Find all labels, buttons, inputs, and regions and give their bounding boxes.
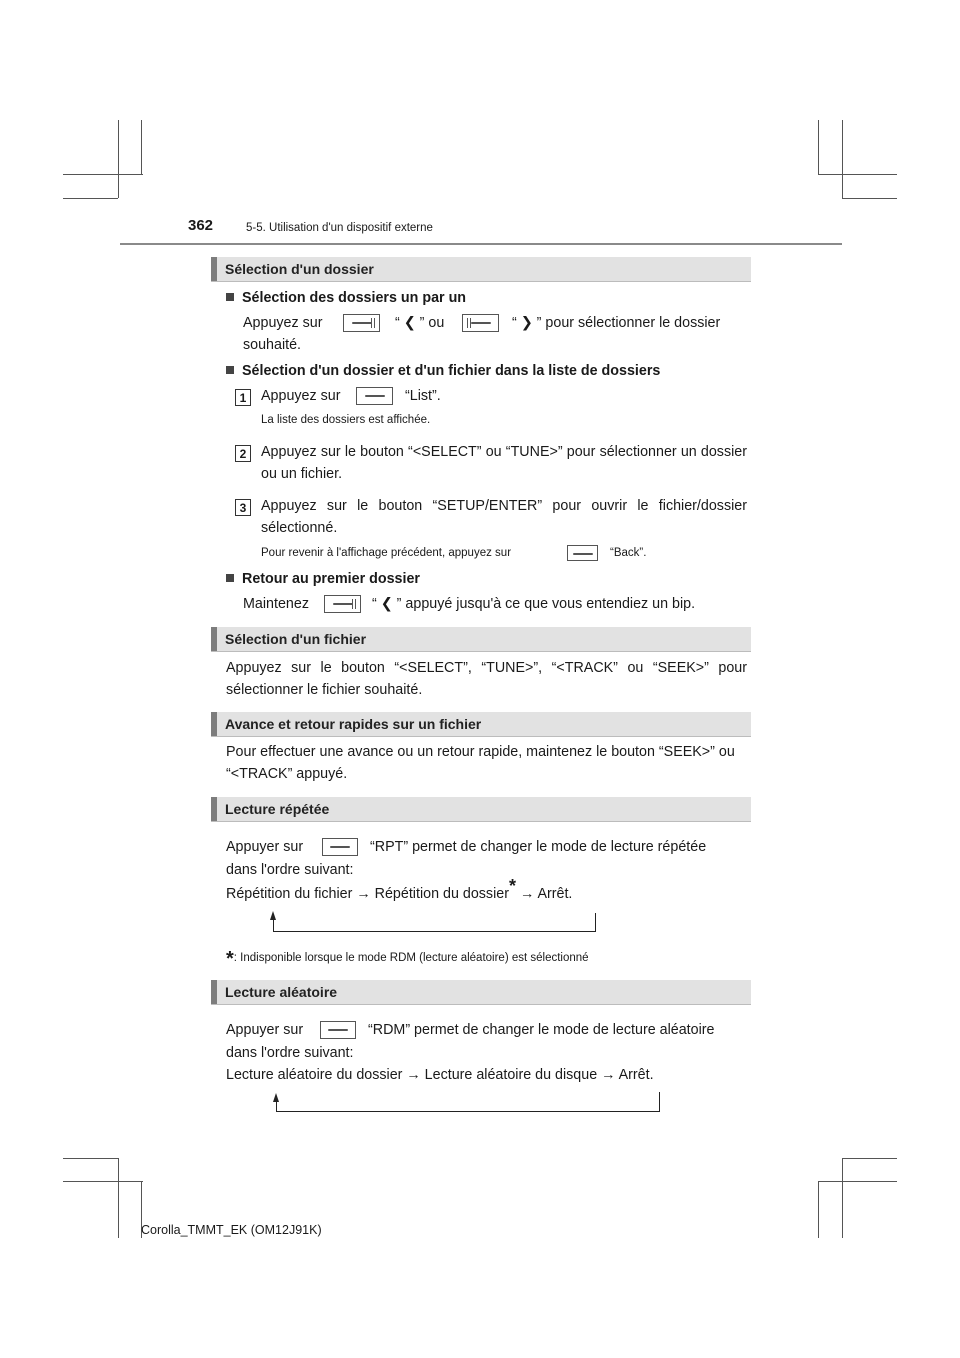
section-title: Lecture répétée — [225, 801, 330, 817]
arrow-icon: → — [356, 886, 371, 902]
repeat-sequence — [226, 876, 573, 905]
body-text: “RDM” permet de changer le mode de lecture aléatoire — [368, 1022, 715, 1038]
body-text: “RPT” permet de changer le mode de lecture répétée — [370, 839, 707, 855]
crop-mark — [818, 1181, 897, 1182]
crop-mark — [63, 1158, 118, 1159]
subheading-text: Retour au premier dossier — [242, 571, 420, 587]
section-heading-file — [211, 627, 751, 652]
crop-mark — [63, 198, 118, 199]
bullet-square-icon — [226, 366, 234, 374]
instruction-text: Appuyez sur — [243, 315, 323, 331]
footnote-text: : Indisponible lorsque le mode RDM (lecture aléatoire) est sélectionné — [233, 952, 589, 964]
body-text: Pour effectuer une avance ou un retour rapide, maintenez le bouton “SEEK>” ou “<TRACK” appuyé. — [226, 744, 735, 782]
footnote — [226, 948, 589, 971]
document-code: Corolla_TMMT_EK (OM12J91K) — [141, 1223, 322, 1237]
rpt-button-icon — [322, 838, 358, 856]
sequence-item: Répétition du dossier — [374, 886, 509, 902]
subheading-one-by-one — [226, 287, 466, 309]
subheading-text: Sélection d'un dossier et d'un fichier dans la liste de dossiers — [242, 363, 661, 379]
subheading-folder-list — [226, 360, 660, 382]
body-text: dans l'ordre suivant: — [226, 862, 354, 878]
crop-mark — [818, 1181, 819, 1238]
instruction-text: “ ❮ ” ou — [395, 315, 445, 331]
seek-up-button-icon — [343, 314, 380, 332]
body-text: Appuyez sur le bouton “<SELECT”, “TUNE>”, “<TRACK” ou “SEEK>” pour sélectionner le fichier souhaité. — [226, 660, 747, 698]
section-title: Lecture aléatoire — [225, 984, 338, 1000]
body-text: Appuyer sur — [226, 839, 304, 855]
back-button-icon — [567, 545, 598, 561]
section-title: Sélection d'un fichier — [225, 631, 367, 647]
instruction-text: “ ❮ ” appuyé jusqu'à ce que vous entendiez un bip. — [372, 596, 696, 612]
body-text: dans l'ordre suivant: — [226, 1045, 354, 1061]
crop-mark — [118, 120, 119, 198]
sequence-item: Répétition du fichier — [226, 886, 353, 902]
seek-up-button-icon — [324, 595, 361, 613]
step-number: 1 — [235, 389, 251, 406]
crop-mark — [63, 1181, 143, 1182]
step-note: Pour revenir à l'affichage précédent, appuyez sur — [261, 547, 512, 559]
section-title: Avance et retour rapides sur un fichier — [225, 716, 482, 732]
crop-mark — [842, 1158, 843, 1238]
list-button-icon — [356, 387, 393, 405]
bullet-square-icon — [226, 293, 234, 301]
section-heading-fast — [211, 712, 751, 737]
crop-mark — [141, 120, 142, 175]
page-number: 362 — [188, 217, 214, 234]
subheading-text: Sélection des dossiers un par un — [242, 290, 467, 306]
footnote-marker: * — [508, 876, 516, 897]
instruction-text: “ ❯ ” pour sélectionner le dossier — [512, 315, 721, 331]
step-note: La liste des dossiers est affichée. — [261, 414, 431, 426]
section-heading-repeat — [211, 797, 751, 822]
crop-mark — [818, 174, 897, 175]
bullet-square-icon — [226, 574, 234, 582]
step-text: Appuyez sur le bouton “SETUP/ENTER” pour ouvrir le fichier/dossier sélectionné. — [261, 498, 747, 536]
seek-down-button-icon — [462, 314, 499, 332]
section-title: Sélection d'un dossier — [225, 261, 374, 277]
random-sequence: Lecture aléatoire du dossier → Lecture aléatoire du disque → Arrêt. — [226, 1067, 654, 1083]
crop-mark — [118, 1158, 119, 1238]
footnote-marker: * — [226, 948, 234, 970]
step-number: 3 — [235, 499, 251, 516]
section-heading-random — [211, 980, 751, 1005]
step-text: Appuyez sur — [261, 388, 341, 404]
section-heading-folder — [211, 257, 751, 282]
rdm-button-icon — [320, 1021, 356, 1039]
header-rule — [120, 243, 842, 245]
crop-mark — [818, 120, 819, 175]
section-reference: 5-5. Utilisation d'un dispositif externe — [246, 222, 433, 234]
step-text: Appuyez sur le bouton “<SELECT” ou “TUNE>” pour sélectionner un dossier ou un fichier. — [261, 444, 747, 482]
body-text: Appuyer sur — [226, 1022, 304, 1038]
crop-mark — [842, 120, 843, 198]
step-text: “List”. — [405, 388, 441, 404]
crop-mark — [842, 1158, 897, 1159]
step-number: 2 — [235, 445, 251, 462]
instruction-text: souhaité. — [243, 337, 302, 353]
step-note: “Back”. — [610, 547, 647, 559]
arrow-icon: → — [519, 886, 535, 902]
subheading-return — [226, 568, 420, 590]
instruction-text: Maintenez — [243, 596, 309, 612]
sequence-item: Arrêt. — [537, 886, 573, 902]
crop-mark — [63, 174, 143, 175]
crop-mark — [842, 198, 897, 199]
